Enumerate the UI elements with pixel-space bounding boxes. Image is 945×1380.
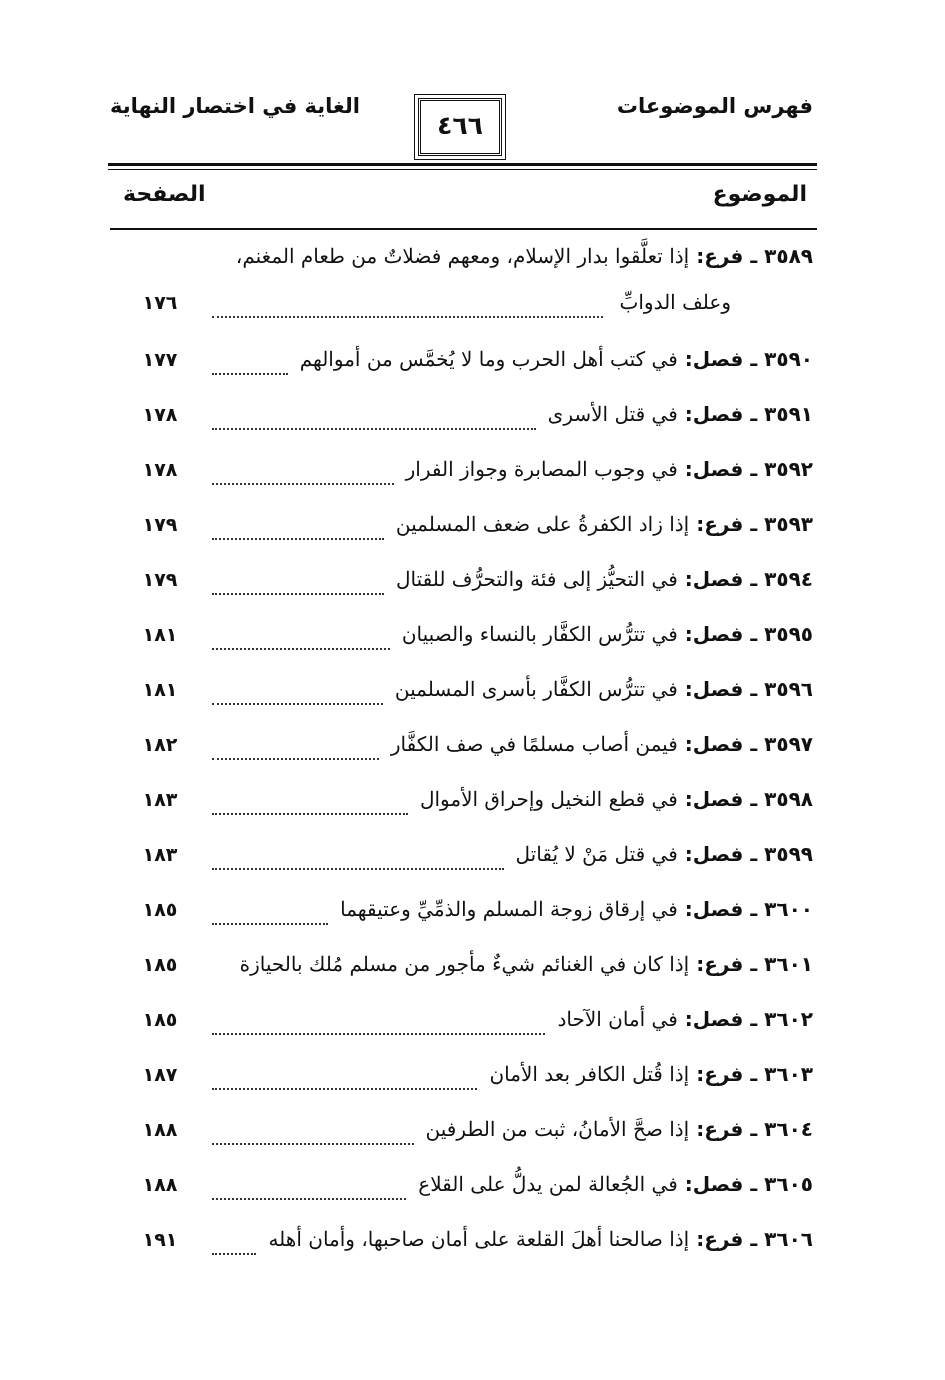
entry-kind: فصل [692, 732, 744, 756]
header-rule-thin [108, 169, 817, 170]
entry-number: ٣٥٩٢ [764, 457, 813, 481]
index-entry [130, 671, 813, 715]
index-entry [130, 891, 813, 935]
entry-kind: فصل [692, 402, 744, 426]
entry-kind: فصل [692, 677, 744, 701]
entry-number: ٣٥٩٣ [764, 512, 813, 536]
entry-text: ٣٦٠٣ ـ فرع: إذا قُتل الكافر بعد الأمان [489, 1062, 813, 1086]
entry-kind: فرع [704, 1117, 744, 1141]
entry-number: ٣٥٩١ [764, 402, 813, 426]
entry-title: إذا قُتل الكافر بعد الأمان [489, 1062, 690, 1086]
entry-kind: فرع [704, 1227, 744, 1251]
entry-number: ٣٦٠٦ [764, 1227, 813, 1251]
index-entry-continuation [130, 284, 813, 328]
entry-kind: فصل [692, 1172, 744, 1196]
entry-title: إذا كان في الغنائم شيءٌ مأجور من مسلم مُلك بالحيازة [239, 952, 690, 976]
entry-number: ٣٥٩٨ [764, 787, 813, 811]
leader-dots [212, 538, 384, 540]
entry-number: ٣٦٠١ [764, 952, 813, 976]
running-header-book-title: الغاية في اختصار النهاية [110, 94, 360, 118]
entry-page: ١٨٥ [142, 1009, 178, 1031]
entry-kind: فرع [704, 1062, 744, 1086]
index-entry [130, 506, 813, 550]
entry-number: ٣٦٠٣ [764, 1062, 813, 1086]
entry-text: ٣٥٩٦ ـ فصل: في تترُّس الكفَّار بأسرى المسلمين [394, 677, 813, 701]
leader-dots [212, 648, 390, 650]
entry-text: ٣٦٠٠ ـ فصل: في إرقاق زوجة المسلم والذمِّيِّ وعتيقهما [340, 897, 813, 921]
entry-text: ٣٦٠٦ ـ فرع: إذا صالحنا أهلَ القلعة على أمان صاحبها، وأمان أهله [268, 1227, 813, 1251]
entry-text: ٣٦٠١ ـ فرع: إذا كان في الغنائم شيءٌ مأجور من مسلم مُلك بالحيازة [239, 952, 813, 976]
entry-text: ٣٦٠٢ ـ فصل: في أمان الآحاد [557, 1007, 813, 1031]
entry-kind: فصل [692, 347, 744, 371]
entry-text: ٣٥٩٨ ـ فصل: في قطع النخيل وإحراق الأموال [419, 787, 813, 811]
leader-dots [212, 703, 383, 705]
entry-kind: فرع [704, 952, 744, 976]
index-entry [130, 1166, 813, 1210]
running-header-section-title: فهرس الموضوعات [616, 94, 813, 118]
index-entry [130, 726, 813, 770]
entry-page: ١٨٥ [142, 954, 178, 976]
entry-number: ٣٥٩٤ [764, 567, 813, 591]
leader-dots [212, 1253, 256, 1255]
entry-title: في التحيُّز إلى فئة والتحرُّف للقتال [395, 567, 678, 591]
entry-text: ٣٦٠٤ ـ فرع: إذا صحَّ الأمانُ، ثبت من الطرفين [425, 1117, 813, 1141]
entry-continuation-text: وعلف الدوابِّ [619, 290, 731, 314]
page-number-frame [418, 98, 502, 156]
page-number: ٤٦٦ [437, 111, 483, 140]
entry-page: ١٧٩ [142, 569, 178, 591]
entry-title: في تترُّس الكفَّار بالنساء والصبيان [401, 622, 678, 646]
entry-number: ٣٦٠٤ [764, 1117, 813, 1141]
entry-kind: فصل [692, 842, 744, 866]
leader-dots [212, 1143, 414, 1145]
entry-number: ٣٥٩٩ [764, 842, 813, 866]
entry-page: ١٨٥ [142, 899, 178, 921]
entry-kind: فرع [704, 244, 744, 268]
entry-title: في قتل الأسرى [547, 402, 678, 426]
entry-page: ١٨٣ [142, 789, 178, 811]
leader-dots [212, 483, 394, 485]
entry-number: ٣٦٠٢ [764, 1007, 813, 1031]
entry-title: فيمن أصاب مسلمًا في صف الكفَّار [390, 732, 678, 756]
entry-title: إذا زاد الكفرةُ على ضعف المسلمين [395, 512, 690, 536]
entry-kind: فصل [692, 622, 744, 646]
leader-dots [212, 593, 384, 595]
entry-kind: فصل [692, 787, 744, 811]
entry-title: في الجُعالة لمن يدلُّ على القلاع [418, 1172, 678, 1196]
entry-kind: فصل [692, 1007, 744, 1031]
entry-text: ٣٥٩٥ ـ فصل: في تترُّس الكفَّار بالنساء والصبيان [401, 622, 813, 646]
entry-title: إذا صحَّ الأمانُ، ثبت من الطرفين [425, 1117, 690, 1141]
entry-kind: فصل [692, 567, 744, 591]
leader-dots [212, 373, 288, 375]
entry-page: ١٨٨ [142, 1174, 178, 1196]
index-entry [130, 836, 813, 880]
entry-page: ١٧٩ [142, 514, 178, 536]
entry-number: ٣٦٠٠ [764, 897, 813, 921]
entry-number: ٣٥٩٦ [764, 677, 813, 701]
entry-page: ١٨٧ [142, 1064, 178, 1086]
entry-number: ٣٥٩٠ [764, 347, 813, 371]
entry-text: ٣٥٩٤ ـ فصل: في التحيُّز إلى فئة والتحرُّف للقتال [395, 567, 813, 591]
entry-title: في قطع النخيل وإحراق الأموال [419, 787, 678, 811]
entry-page: ١٧٦ [142, 292, 178, 314]
entry-kind: فصل [692, 457, 744, 481]
index-entry [130, 946, 813, 990]
index-entry [130, 616, 813, 660]
entry-page: ١٨٢ [142, 734, 178, 756]
entry-title: في إرقاق زوجة المسلم والذمِّيِّ وعتيقهما [340, 897, 678, 921]
leader-dots [212, 1088, 477, 1090]
index-entry [130, 341, 813, 385]
entry-title: في أمان الآحاد [557, 1007, 678, 1031]
entry-page: ١٨١ [142, 679, 178, 701]
index-entry [130, 1056, 813, 1100]
index-entry [130, 781, 813, 825]
index-entry [130, 396, 813, 440]
entry-title: في وجوب المصابرة وجواز الفرار [405, 457, 678, 481]
header-rule-thick [108, 163, 817, 166]
entry-page: ١٧٨ [142, 404, 178, 426]
entry-text: ٣٥٨٩ ـ فرع: إذا تعلَّقوا بدار الإسلام، ومعهم فضلاتٌ من طعام المغنم، [235, 244, 813, 268]
entry-title: في قتل مَنْ لا يُقاتل [515, 842, 678, 866]
entry-number: ٣٦٠٥ [764, 1172, 813, 1196]
leader-dots [212, 1033, 545, 1035]
entry-page: ١٨٨ [142, 1119, 178, 1141]
entry-text: ٣٥٩٠ ـ فصل: في كتب أهل الحرب وما لا يُخمَّس من أموالهم [299, 347, 813, 371]
entry-text: ٣٥٩١ ـ فصل: في قتل الأسرى [547, 402, 813, 426]
index-entry [130, 1001, 813, 1045]
leader-dots [212, 758, 379, 760]
entry-page: ١٧٨ [142, 459, 178, 481]
leader-dots [212, 813, 408, 815]
leader-dots [212, 1198, 406, 1200]
entry-number: ٣٥٩٥ [764, 622, 813, 646]
entry-page: ١٩١ [142, 1229, 178, 1251]
index-entry [130, 451, 813, 495]
entry-title: في كتب أهل الحرب وما لا يُخمَّس من أموالهم [299, 347, 678, 371]
entry-text: ٣٦٠٥ ـ فصل: في الجُعالة لمن يدلُّ على القلاع [418, 1172, 813, 1196]
leader-dots [212, 868, 504, 870]
column-heading-topic: الموضوع [712, 182, 807, 207]
index-entry [130, 1221, 813, 1265]
index-entry [130, 561, 813, 605]
column-heading-page: الصفحة [123, 182, 206, 207]
entry-text: ٣٥٩٩ ـ فصل: في قتل مَنْ لا يُقاتل [515, 842, 813, 866]
entry-page: ١٨٣ [142, 844, 178, 866]
entry-kind: فرع [704, 512, 744, 536]
index-entry [130, 1111, 813, 1155]
leader-dots [212, 428, 536, 430]
leader-dots [212, 316, 603, 318]
index-entry [130, 238, 813, 282]
entry-page: ١٧٧ [142, 349, 178, 371]
leader-dots [212, 923, 328, 925]
entry-number: ٣٥٨٩ [764, 244, 813, 268]
entry-number: ٣٥٩٧ [764, 732, 813, 756]
entry-text: ٣٥٩٢ ـ فصل: في وجوب المصابرة وجواز الفرار [405, 457, 813, 481]
entry-title: إذا صالحنا أهلَ القلعة على أمان صاحبها، وأمان أهله [268, 1227, 690, 1251]
entry-title: في تترُّس الكفَّار بأسرى المسلمين [394, 677, 678, 701]
entry-text: ٣٥٩٣ ـ فرع: إذا زاد الكفرةُ على ضعف المسلمين [395, 512, 813, 536]
entry-text: ٣٥٩٧ ـ فصل: فيمن أصاب مسلمًا في صف الكفَّار [390, 732, 813, 756]
entry-page: ١٨١ [142, 624, 178, 646]
column-heading-rule [110, 228, 817, 230]
entry-title: إذا تعلَّقوا بدار الإسلام، ومعهم فضلاتٌ من طعام المغنم، [235, 244, 690, 268]
entry-kind: فصل [692, 897, 744, 921]
